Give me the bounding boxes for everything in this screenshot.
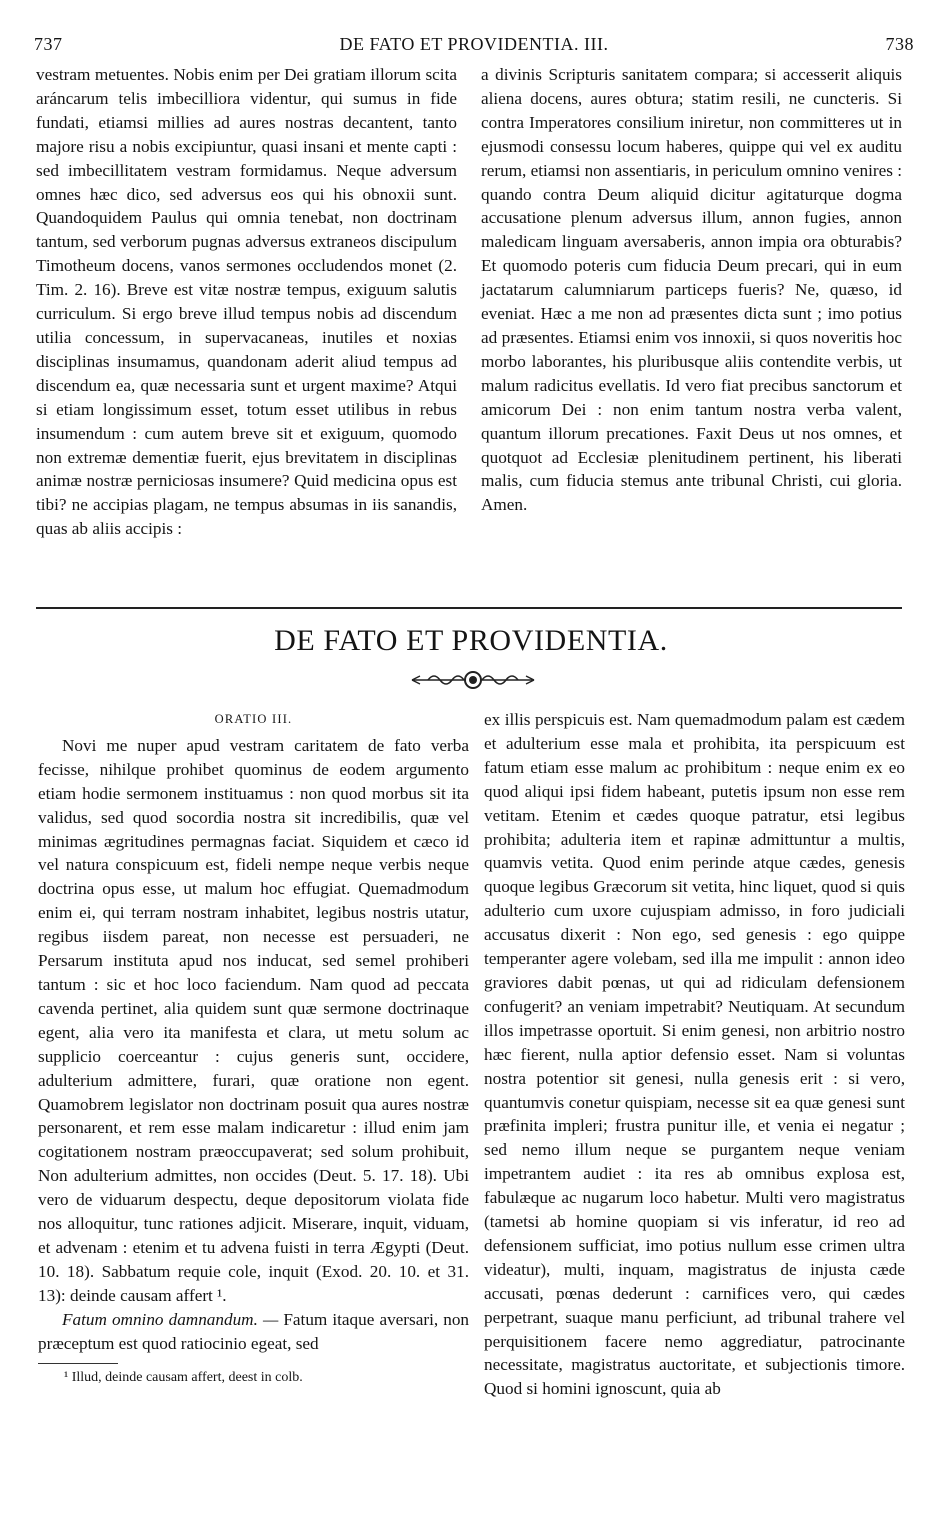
oratio-label: ORATIO III. (214, 712, 293, 726)
top-left-column (36, 63, 457, 541)
bottom-left-paragraph: Novi me nuper apud vestram caritatem de fato verba fecisse, nihilque prohibet quominus de eodem argumento etiam hodie sermonem instituamus : non quod morbus sit ita validus, sed quod socordia nostra sit incredibilis, quæ vel minimas ægritudines permagnas faciat. Siquidem et cæco id vel natura conspicuum est, fideli nempe neque verbis neque doctrina opus esse, ut malum hoc effugiat. Quemadmodum enim ei, qui terram nostram inhabitet, legibus nostris utatur, regibus iisdem pareat, non necesse est persuaderi, ne Persarum instituta apud nos inducat, sed semel prohiberi tantum : sic et hoc loco faciendum. Nam quod ad peccata cavenda pertinet, alia quidem sunt quæ sermone doctrinaque egent, alia vero ita manifesta et clara, ut metu solum ac supplicio coerceantur : cujus generis sunt, occidere, adulterium admittere, furari, quæ oratione non egent. Quamobrem legislator non doctrinam posuit qua aures nostræ personarent, et rem esse malam indicaretur : illud enim jam cogitationem nostram præoccupaverat; sed solum prohibuit, Non adulterium admittes, non occides (Deut. 5. 17. 18). Ubi vero de viduarum despectu, deque depositorum violata fide nos alloquitur, tunc rationes adjicit. Miserare, inquit, viduam, et advenam : etenim et tu advena fuisti in terra Ægypti (Deut. 10. 18). Sabbatum requie cole, inquit (Exod. 20. 10. et 31. 13): deinde causam affert ¹. (38, 735, 469, 1305)
top-right-paragraph: a divinis Scripturis sanitatem compara; si accesserit aliquis aliena docens, aures obtura; statim resili, ne cuncteris. Si contra Imperatores consilium iniretur, non committeres ut in ejusmodi consessu locum haberes, quippe qui vel ex auditu rerum, etiamsi non assentiaris, in periculum omnino venires : quando contra Deum aliquid dicitur agitaturque dogma accusatione plenum adversus illum, annon fugies, annon maledicam linguam aversaberis, annon impia ora obturabis? Et quomodo poteris cum fiducia Deum precari, qui in eum jactatarum calumniarum particeps fueris? Ne, quæso, id eveniat. Hæc a me non ad præsentes dicta sunt ; imo potius ad præsentes. Etiamsi enim vos innoxii, si quos noveritis hoc morbo laborantes, his pluribusque aliis contendite verbis, ut malum radicitus evellatis. Id vero fiat precibus sanctorum et amicorum Dei : non enim tantum nostra verba valent, quantum illorum precationes. Faxit Deus ut nos omnes, et quotquot ad Ecclesiæ plenitudinem pertinent, his liberati malis, cum fiducia stemus ante tribunal Christi, cui gloria. Amen. (481, 65, 903, 515)
footnote: ¹ Illud, deinde causam affert, deest in colb. (64, 1370, 303, 1386)
section-title: DE FATO ET PROVIDENTIA. (274, 624, 668, 657)
bottom-left-column (38, 708, 469, 1387)
running-header (34, 34, 914, 60)
bottom-right-paragraph: ex illis perspicuis est. Nam quemadmodum palam est cædem et adulterium esse mala et prohibita, ita perspicuum est fatum etiam esse malum ac prohibitum : neque enim ex eo quod aliqui ipsi fidem habeant, putetis ipsum non esse rem vetitam. Etenim et cædes quoque patratur, etsi legibus prohibita; adulteria item et rapinæ admittuntur a multis, quamvis vetita. Quod enim perinde atque cædes, genesis quoque legibus Græcorum sit vetita, hinc liquet, quod si quis adulterio cum uxore cujuspiam admisso, in foro judiciali accusatus dixerit : Non ego, sed genesis : ego quippe temperanter agere volebam, sed illa me impulit : annon ideo graviores dabit pœnas, ut qui ad ridiculam defensionem confugerit? an veniam impetrabit? Neutiquam. At secundum illos impetrasse oportuit. Si enim genesi, non arbitrio nostro hæc fierent, nulla aptior defensio esset. Nam si voluntas nostra potentior sit genesi, nulla genesis erit : si vero, quantumvis conetur quispiam, necesse sit ea quæ genesi sunt præfinita impleri; frustra punitur ille, et venia ei negatur ; sed nemo illum neque se purgantem neque veniam impetrantem audiet : ita res ab omnibus explosa est, fabulæque ac nugarum loco habetur. Multi vero magistratus (tametsi ab homine quopiam si vis inferatur, id reo ad defensionem sufficiat, imo potius nullum esse crimen ultra videatur), multi, inquam, magistratus de injusta cæde accusati, pœnas dederunt : carnifices vero, qui cædes perpetrant, suaque manu perficiunt, ad tribunal trahere vel perquisitionem facere nemo aggrediatur, patrocinante necessitate, magistratus auctoritate, et subjectionis timore. Quod si homini ignoscunt, quia ab (484, 710, 905, 1399)
ornament-icon (408, 666, 538, 694)
footnote-rule (38, 1363, 118, 1364)
top-left-paragraph: vestram metuentes. Nobis enim per Dei gratiam illorum scita aráncarum telis imbecilliora videntur, qui sumus in fide fundati, etiamsi millies ad aures nostras decantent, tanto majore risu a nobis excipiuntur, quasi insani et mente capti : sed imbecillitatem vestram formidamus. Neque adversum omnes hæc dico, sed adversus eos qui his obnoxii sunt. Quandoquidem Paulus qui omnia tenebat, non doctrinam tantum, sed verborum pugnas adversus extraneos discipulum Timotheum docens, vanos sermones occludendos monet (2. Tim. 2. 16). Breve est vitæ nostræ tempus, exiguum salutis curriculum. Si ergo breve illud tempus nobis ad discendum utilia concessum, in supervacaneas, inutiles et noxias disciplinas insumamus, quandonam aderit aliud tempus ad discendum ea, quæ necessaria sunt et urgent maxime? Atqui si etiam longissimum esset, totum esset utilibus in rebus insumendum : cum autem breve sit et exiguum, quomodo non extremæ dementiæ fuerit, ejus brevitatem in disciplinas animæ nostræ perniciosas insumere? Quid medicina opus est tibi? ne accipias plagam, ne tempus absumas in iis sanandis, quas ab aliis accipis : (36, 65, 457, 539)
page-number-left: 737 (34, 34, 63, 54)
section-divider (36, 607, 902, 609)
running-title: DE FATO ET PROVIDENTIA. III. (339, 34, 609, 54)
bottom-left-paragraph-2 (38, 1308, 469, 1356)
top-right-column (481, 63, 902, 517)
marginal-heading: Fatum omnino damnandum. — (62, 1309, 279, 1329)
bottom-left-paragraph-2-text: Fatum itaque aversari, non præceptum est quod ratiocinio egeat, sed (38, 1309, 470, 1353)
bottom-right-column (484, 708, 905, 1401)
page-number-right: 738 (885, 34, 914, 54)
